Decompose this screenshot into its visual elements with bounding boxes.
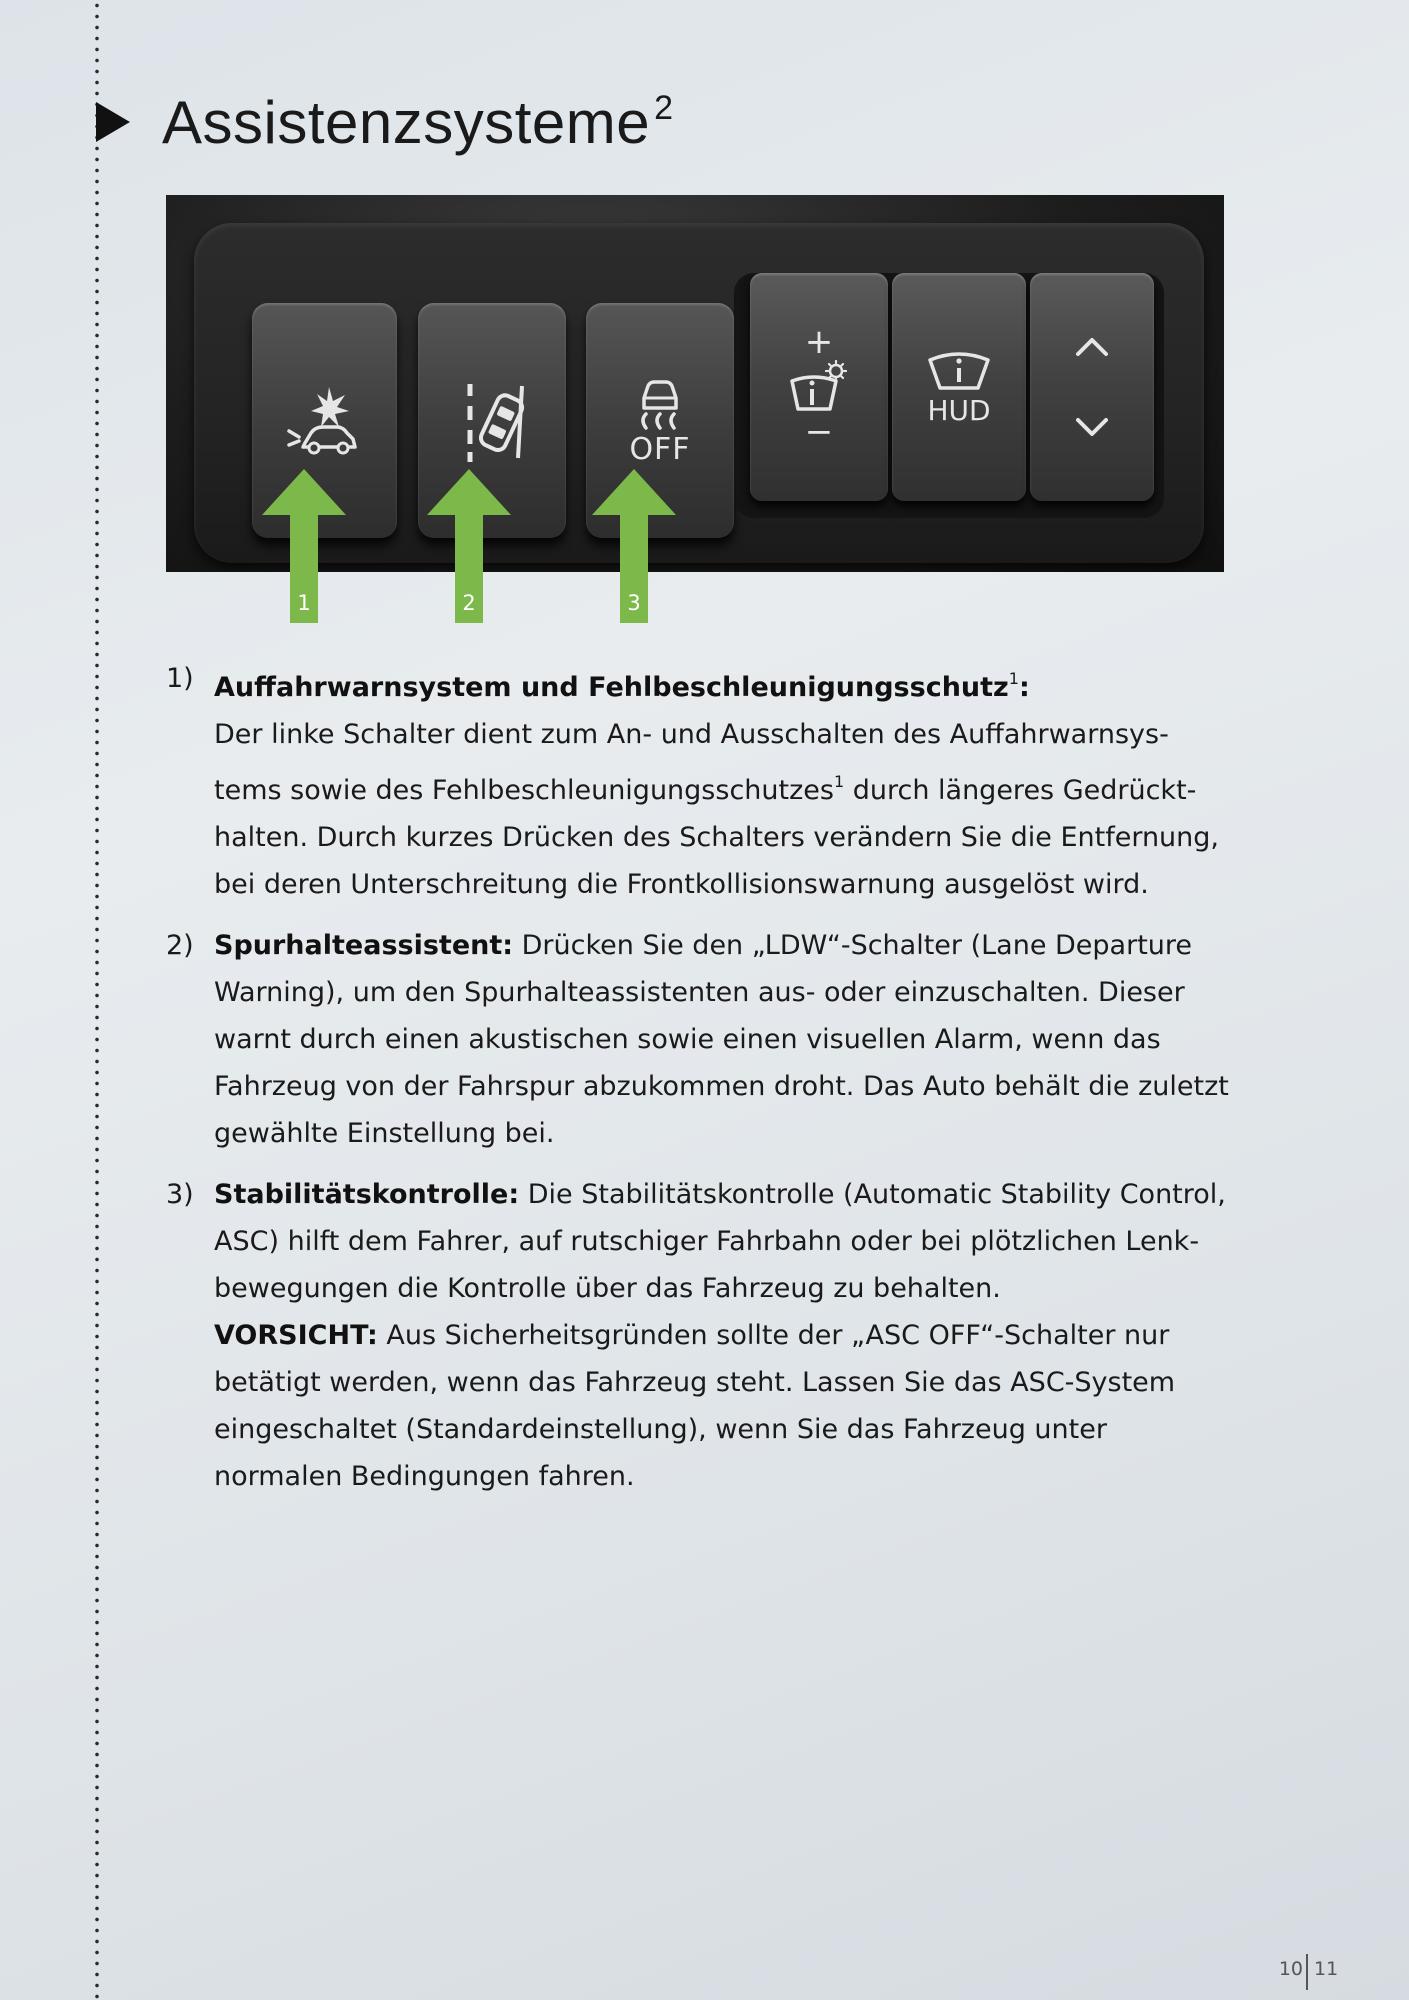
page-numbers xyxy=(1256,1954,1366,2000)
list-item-text xyxy=(214,655,1236,908)
warning-text: Aus Sicherheitsgründen sollte der „ASC OFF“-Schalter nur betätigt werden, wenn das Fahrzeug steht. Lassen Sie das ASC-System eingeschaltet (Standardeinstellung), wenn Sie das Fahrzeug unter normalen Bedingungen fahren. xyxy=(214,1320,1176,1492)
item-heading-colon: : xyxy=(1018,672,1030,703)
marker-arrow-3 xyxy=(592,469,676,623)
list-item xyxy=(166,655,1236,908)
marker-arrow-2 xyxy=(427,469,511,623)
washer-rocker-switch xyxy=(750,273,888,501)
chevron-up-icon xyxy=(1072,332,1112,362)
list-item-text xyxy=(214,922,1236,1157)
item-body-cont: durch längeres Gedrückt-halten. Durch kurzes Drücken des Schalters verändern Sie die Entfernung, bei deren Unterschreitung die Frontkollisionswarnung ausgelöst wird. xyxy=(214,775,1219,900)
list-item-number: 1) xyxy=(166,663,194,694)
list-item xyxy=(166,1171,1236,1500)
marker-number: 1 xyxy=(297,591,311,615)
chevron-down-icon xyxy=(1072,412,1112,442)
list-item xyxy=(166,922,1236,1157)
marker-number: 3 xyxy=(627,591,641,615)
page-number-divider xyxy=(1306,1954,1308,1990)
dotted-margin-rule xyxy=(95,0,99,2000)
page-number-left: 10 xyxy=(1278,1958,1303,1980)
hud-switch xyxy=(892,273,1026,501)
list-item-number: 3) xyxy=(166,1179,194,1210)
item-heading: Spurhalteassistent: xyxy=(214,930,514,961)
list-item-number: 2) xyxy=(166,930,194,961)
section-header xyxy=(96,82,674,162)
item-body: Der linke Schalter dient zum An- und Ausschalten des Auffahrwarnsys-tems sowie des Fehlbeschleunigungsschutzes xyxy=(214,719,1169,806)
collision-warning-icon xyxy=(285,381,365,461)
footnote-marker: 1 xyxy=(833,772,845,791)
play-triangle-icon xyxy=(96,102,130,142)
plus-label: + xyxy=(804,322,834,362)
rocker-switch-group xyxy=(734,273,1164,518)
item-heading: Stabilitätskontrolle: xyxy=(214,1179,520,1210)
asc-off-label: OFF xyxy=(629,432,691,467)
marker-number: 2 xyxy=(462,591,476,615)
page-title: Assistenzsysteme $^2$ xyxy=(162,88,674,156)
warning-heading: VORSICHT: xyxy=(214,1320,378,1351)
item-heading: Auffahrwarnsystem und Fehlbeschleunigungsschutz xyxy=(214,672,1009,703)
marker-arrow-1 xyxy=(262,469,346,623)
hud-icon xyxy=(924,348,994,392)
washer-brightness-icon xyxy=(784,359,854,415)
page-number-right: 11 xyxy=(1314,1958,1339,1980)
hud-adjust-rocker xyxy=(1030,273,1154,501)
hud-label: HUD xyxy=(927,393,991,427)
item-body: Drücken Sie den „LDW“-Schalter (Lane Departure Warning), um den Spurhalteassistenten aus- oder einzuschalten. Dieser warnt durch einen akustischen sowie einen visuellen Alarm, wenn das Fahrzeug von der Fahrspur abzukommen droht. Das Auto behält die zuletzt gewählte Einstellung bei. xyxy=(214,930,1229,1149)
title-footnote-marker: 2 xyxy=(654,88,674,127)
minus-label: − xyxy=(804,412,834,452)
item-body: Die Stabilitätskontrolle (Automatic Stability Control, ASC) hilft dem Fahrer, auf rutschiger Fahrbahn oder bei plötzlichen Lenk-bewegungen die Kontrolle über das Fahrzeug zu behalten. xyxy=(214,1179,1226,1304)
footnote-marker: 1 xyxy=(1008,669,1019,688)
lane-departure-icon xyxy=(452,378,532,464)
list-item-text xyxy=(214,1171,1236,1500)
numbered-list xyxy=(166,655,1236,1514)
stability-control-icon xyxy=(630,374,690,430)
